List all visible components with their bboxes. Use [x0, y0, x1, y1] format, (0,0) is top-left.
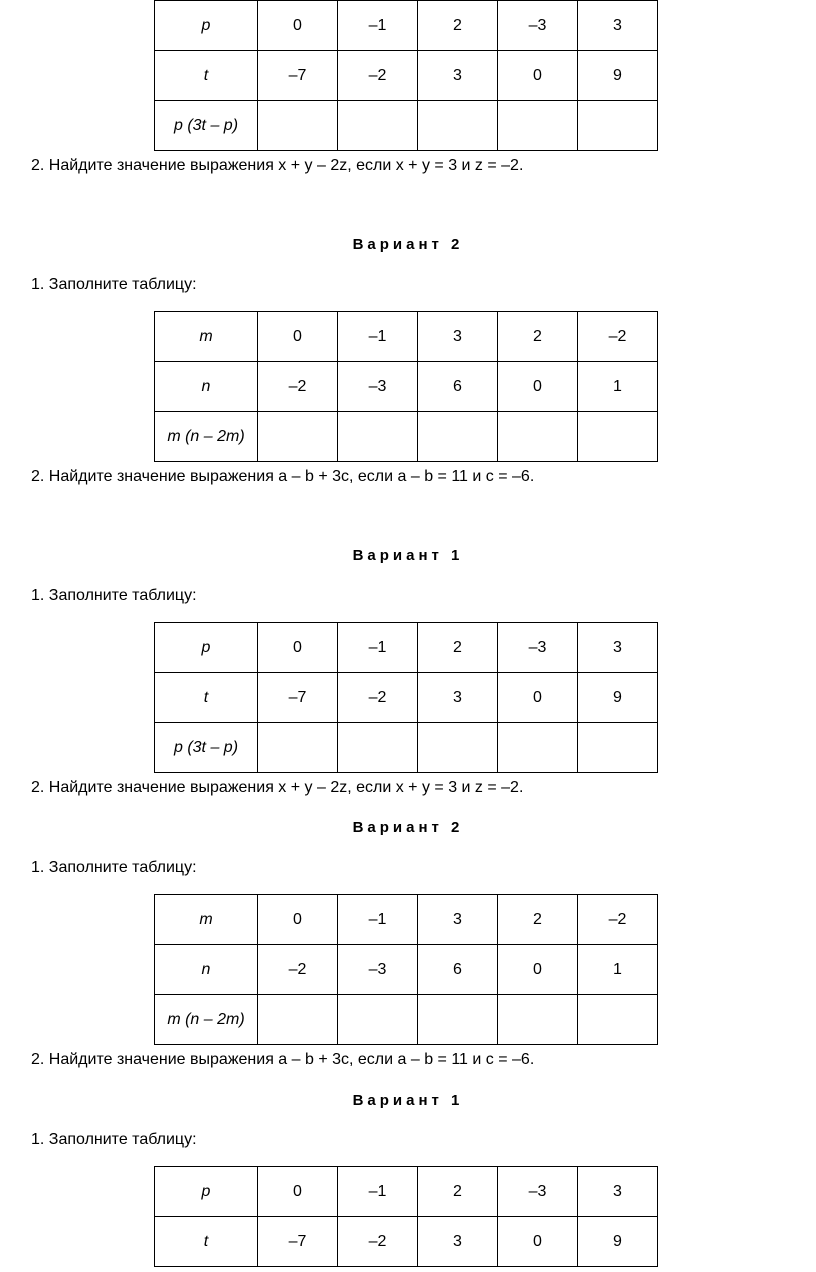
table-cell: –1 — [338, 1167, 418, 1217]
task-1-text: 1. Заполните таблицу: — [31, 276, 197, 293]
table-cell: –1 — [338, 623, 418, 673]
task-1-text: 1. Заполните таблицу: — [31, 1131, 197, 1148]
row-label: n — [155, 945, 258, 995]
answer-cell[interactable] — [418, 995, 498, 1045]
table-cell: 9 — [578, 51, 658, 101]
table-cell: –2 — [258, 362, 338, 412]
values-table — [154, 622, 658, 773]
answer-cell[interactable] — [578, 995, 658, 1045]
values-table — [154, 0, 658, 151]
table-cell: –2 — [338, 673, 418, 723]
row-label: t — [155, 1217, 258, 1267]
row-label: p — [155, 623, 258, 673]
table-row — [155, 1167, 658, 1217]
task-2-text: 2. Найдите значение выражения x + y – 2z, если x + y = 3 и z = –2. — [31, 779, 524, 796]
table-row — [155, 723, 658, 773]
table-row — [155, 995, 658, 1045]
variant-heading: Вариант 2 — [352, 819, 464, 836]
task-2-text: 2. Найдите значение выражения a – b + 3c, если a – b = 11 и c = –6. — [31, 468, 535, 485]
table-row — [155, 362, 658, 412]
answer-cell[interactable] — [258, 101, 338, 151]
answer-cell[interactable] — [418, 723, 498, 773]
answer-cell[interactable] — [498, 723, 578, 773]
values-table — [154, 311, 658, 462]
table-cell: 0 — [258, 1, 338, 51]
table-row — [155, 412, 658, 462]
variant-heading: Вариант 2 — [352, 236, 464, 253]
row-label: t — [155, 673, 258, 723]
table-row — [155, 51, 658, 101]
table-cell: –7 — [258, 51, 338, 101]
task-1-text: 1. Заполните таблицу: — [31, 587, 197, 604]
answer-cell[interactable] — [338, 101, 418, 151]
table-cell: 0 — [498, 945, 578, 995]
table-cell: –1 — [338, 895, 418, 945]
row-label: p — [155, 1, 258, 51]
table-cell: 3 — [578, 623, 658, 673]
row-label: n — [155, 362, 258, 412]
task-2-text: 2. Найдите значение выражения a – b + 3c, если a – b = 11 и c = –6. — [31, 1051, 535, 1068]
table-cell: 0 — [498, 51, 578, 101]
answer-cell[interactable] — [338, 995, 418, 1045]
table-cell: –1 — [338, 1, 418, 51]
answer-cell[interactable] — [418, 412, 498, 462]
table-cell: 2 — [418, 1, 498, 51]
table-cell: –3 — [498, 1, 578, 51]
table-row — [155, 623, 658, 673]
answer-cell[interactable] — [498, 101, 578, 151]
table-cell: 6 — [418, 945, 498, 995]
row-label: m — [155, 895, 258, 945]
variant-heading: Вариант 1 — [352, 547, 464, 564]
table-row — [155, 101, 658, 151]
table-cell: 3 — [578, 1167, 658, 1217]
answer-cell[interactable] — [498, 412, 578, 462]
answer-cell[interactable] — [418, 101, 498, 151]
task-1-text: 1. Заполните таблицу: — [31, 859, 197, 876]
table-cell: 3 — [418, 312, 498, 362]
values-table — [154, 894, 658, 1045]
answer-cell[interactable] — [578, 412, 658, 462]
answer-cell[interactable] — [258, 995, 338, 1045]
answer-cell[interactable] — [338, 412, 418, 462]
table-cell: –7 — [258, 673, 338, 723]
table-cell: 3 — [418, 51, 498, 101]
table-cell: 3 — [418, 895, 498, 945]
table-cell: –3 — [498, 1167, 578, 1217]
table-cell: 2 — [498, 895, 578, 945]
answer-cell[interactable] — [338, 723, 418, 773]
table-row — [155, 312, 658, 362]
table-cell: –2 — [578, 312, 658, 362]
row-label: p (3t – p) — [155, 101, 258, 151]
table-cell: –2 — [258, 945, 338, 995]
variant-heading: Вариант 1 — [352, 1092, 464, 1109]
table-cell: –2 — [338, 1217, 418, 1267]
table-cell: 2 — [498, 312, 578, 362]
table-cell: 3 — [578, 1, 658, 51]
table-cell: 0 — [498, 362, 578, 412]
table-cell: 6 — [418, 362, 498, 412]
table-cell: 0 — [258, 623, 338, 673]
table-cell: –2 — [578, 895, 658, 945]
table-cell: 0 — [498, 1217, 578, 1267]
table-cell: 9 — [578, 673, 658, 723]
table-cell: 3 — [418, 673, 498, 723]
table-cell: –3 — [498, 623, 578, 673]
row-label: m (n – 2m) — [155, 995, 258, 1045]
table-cell: 2 — [418, 1167, 498, 1217]
row-label: m (n – 2m) — [155, 412, 258, 462]
row-label: p (3t – p) — [155, 723, 258, 773]
row-label: t — [155, 51, 258, 101]
values-table — [154, 1166, 658, 1267]
row-label: m — [155, 312, 258, 362]
table-cell: 2 — [418, 623, 498, 673]
answer-cell[interactable] — [258, 723, 338, 773]
table-row — [155, 895, 658, 945]
row-label: p — [155, 1167, 258, 1217]
table-cell: 3 — [418, 1217, 498, 1267]
table-cell: –3 — [338, 362, 418, 412]
table-cell: –7 — [258, 1217, 338, 1267]
table-cell: –1 — [338, 312, 418, 362]
table-row — [155, 673, 658, 723]
answer-cell[interactable] — [498, 995, 578, 1045]
table-cell: 0 — [258, 895, 338, 945]
table-cell: 1 — [578, 945, 658, 995]
task-2-text: 2. Найдите значение выражения x + y – 2z, если x + y = 3 и z = –2. — [31, 157, 524, 174]
table-cell: 0 — [258, 1167, 338, 1217]
table-cell: –3 — [338, 945, 418, 995]
table-cell: 0 — [498, 673, 578, 723]
answer-cell[interactable] — [578, 723, 658, 773]
table-cell: –2 — [338, 51, 418, 101]
table-cell: 1 — [578, 362, 658, 412]
table-row — [155, 945, 658, 995]
table-row — [155, 1, 658, 51]
table-cell: 9 — [578, 1217, 658, 1267]
answer-cell[interactable] — [258, 412, 338, 462]
table-cell: 0 — [258, 312, 338, 362]
table-row — [155, 1217, 658, 1267]
answer-cell[interactable] — [578, 101, 658, 151]
